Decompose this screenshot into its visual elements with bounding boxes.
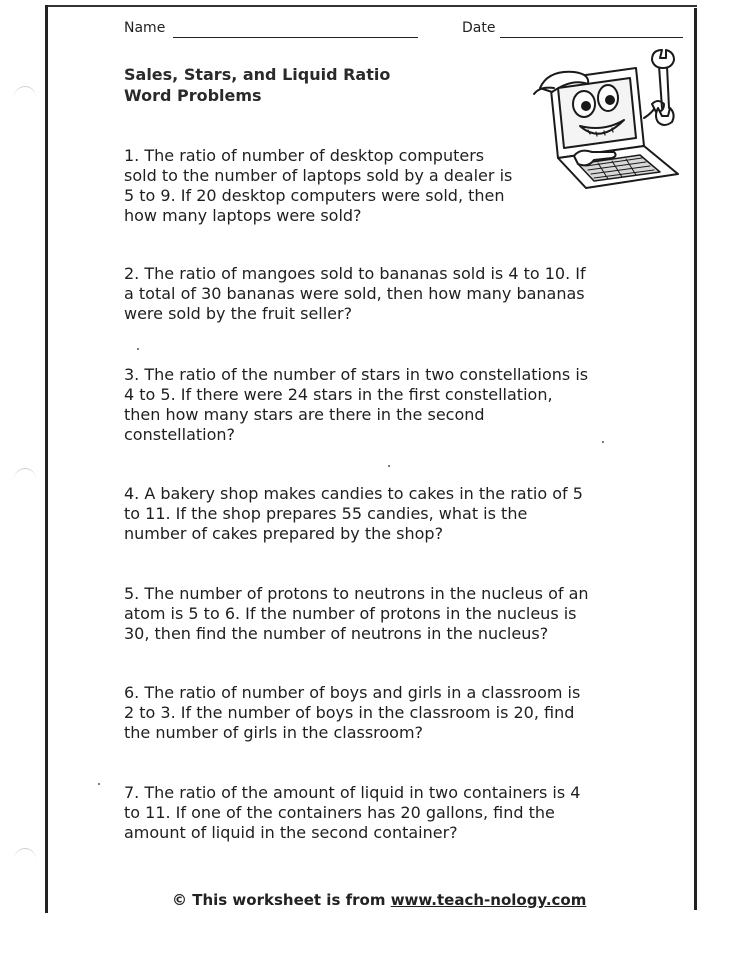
problem-line: number of cakes prepared by the shop?	[124, 524, 444, 543]
scan-speck	[137, 348, 139, 350]
problem-line: 4. A bakery shop makes candies to cakes in the ratio of 5	[124, 484, 583, 503]
problem-line: to 11. If the shop prepares 55 candies, what is the	[124, 504, 528, 523]
problem-3	[124, 365, 588, 445]
problem-line: the number of girls in the classroom?	[124, 723, 424, 742]
problem-line: 3. The ratio of the number of stars in two constellations is	[124, 365, 589, 384]
worksheet-title	[124, 64, 390, 106]
punch-hole-mark	[14, 86, 36, 109]
laptop-mascot-with-wrench-icon	[528, 48, 688, 198]
problem-line: sold to the number of laptops sold by a dealer is	[124, 166, 513, 185]
problem-line: a total of 30 bananas were sold, then how many bananas	[124, 284, 585, 303]
problem-line: to 11. If one of the containers has 20 gallons, find the	[124, 803, 555, 822]
problem-line: 6. The ratio of number of boys and girls in a classroom is	[124, 683, 581, 702]
problem-line: 5. The number of protons to neutrons in the nucleus of an	[124, 584, 589, 603]
punch-hole-mark	[14, 848, 36, 871]
problem-5	[124, 584, 589, 644]
name-field[interactable]	[173, 37, 418, 38]
date-field[interactable]	[500, 37, 683, 38]
scan-speck	[602, 441, 604, 443]
date-label: Date	[462, 20, 496, 36]
problem-line: atom is 5 to 6. If the number of protons in the nucleus is	[124, 604, 577, 623]
problem-1	[124, 146, 512, 226]
page-border-top	[45, 5, 697, 7]
problem-line: 30, then find the number of neutrons in the nucleus?	[124, 624, 549, 643]
problem-line: 4 to 5. If there were 24 stars in the first constellation,	[124, 385, 553, 404]
problem-6	[124, 683, 580, 743]
scan-speck	[388, 465, 390, 467]
problem-line: how many laptops were sold?	[124, 206, 362, 225]
problem-line: were sold by the fruit seller?	[124, 304, 353, 323]
footer-link[interactable]: www.teach-nology.com	[390, 891, 587, 909]
title-line: Sales, Stars, and Liquid Ratio	[124, 65, 391, 84]
punch-hole-mark	[14, 468, 36, 491]
name-label: Name	[124, 20, 166, 36]
problem-line: 1. The ratio of number of desktop computers	[124, 146, 485, 165]
footer-credit	[172, 891, 586, 909]
footer-prefix: © This worksheet is from	[172, 891, 391, 909]
problem-line: 2. The ratio of mangoes sold to bananas sold is 4 to 10. If	[124, 264, 586, 283]
page-border-right	[694, 8, 697, 910]
problem-line: 7. The ratio of the amount of liquid in two containers is 4	[124, 783, 581, 802]
problem-2	[124, 264, 586, 324]
problem-line: 2 to 3. If the number of boys in the classroom is 20, find	[124, 703, 575, 722]
page-border-left	[45, 5, 48, 913]
problem-line: constellation?	[124, 425, 236, 444]
scan-speck	[98, 783, 100, 785]
problem-4	[124, 484, 583, 544]
problem-line: 5 to 9. If 20 desktop computers were sold, then	[124, 186, 505, 205]
problem-line: amount of liquid in the second container?	[124, 823, 458, 842]
problem-line: then how many stars are there in the second	[124, 405, 485, 424]
problem-7	[124, 783, 580, 843]
title-line: Word Problems	[124, 86, 262, 105]
